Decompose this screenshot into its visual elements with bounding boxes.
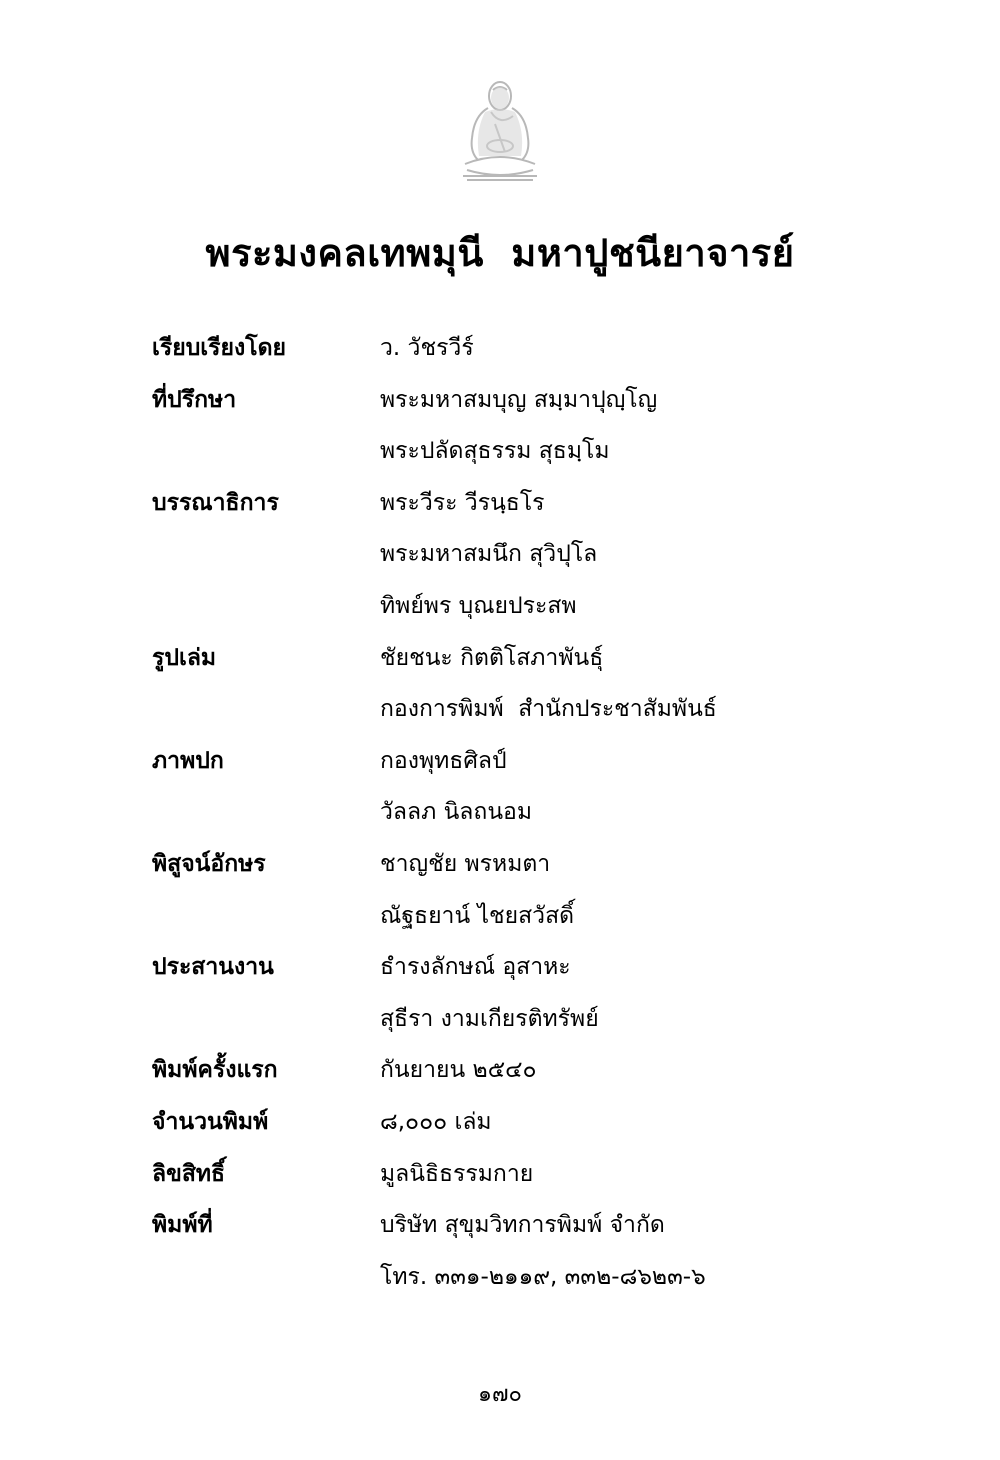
- credit-row: [0, 735, 1000, 787]
- credit-row: [0, 374, 1000, 426]
- credit-value: พระมหาสมบุญ สมฺมาปุญฺโญ: [380, 386, 658, 413]
- credit-value: กองพุทธศิลป์: [380, 747, 507, 774]
- credits-list: [0, 322, 1000, 1302]
- credit-value: ธำรงลักษณ์ อุสาหะ: [380, 954, 571, 981]
- credit-value: ชาญชัย พรหมตา: [380, 850, 551, 877]
- credit-row: [0, 528, 1000, 580]
- credit-value: กันยายน ๒๕๔๐: [380, 1057, 537, 1084]
- credit-label: ภาพปก: [152, 747, 224, 774]
- page-title: พระมงคลเทพมุนี มหาปูชนียาจารย์: [205, 231, 795, 275]
- credit-value: ณัฐธยาน์ ไชยสวัสดิ์: [380, 902, 575, 929]
- credit-row: [0, 890, 1000, 942]
- credit-label: พิมพ์ที่: [152, 1212, 213, 1239]
- credit-value: ว. วัชรวีร์: [380, 335, 474, 361]
- credit-row: [0, 683, 1000, 735]
- page-number: ๑๗๐: [478, 1382, 522, 1407]
- credit-label: รูปเล่ม: [152, 644, 217, 671]
- credit-row: [0, 993, 1000, 1045]
- credit-row: [0, 1199, 1000, 1251]
- credit-label: บรรณาธิการ: [152, 489, 279, 516]
- credit-row: [0, 580, 1000, 632]
- credit-row: [0, 1148, 1000, 1200]
- credit-label: พิสูจน์อักษร: [152, 850, 266, 877]
- credit-row: [0, 477, 1000, 529]
- credit-row: [0, 941, 1000, 993]
- credit-value: วัลลภ นิลถนอม: [380, 799, 533, 826]
- credit-row: [0, 425, 1000, 477]
- credit-label: ประสานงาน: [152, 954, 274, 981]
- credit-row: [0, 786, 1000, 838]
- credit-value: ๘,๐๐๐ เล่ม: [380, 1108, 492, 1135]
- credit-row: [0, 1044, 1000, 1096]
- credit-value: สุธีรา งามเกียรติทรัพย์: [380, 1005, 599, 1032]
- credit-label: เรียบเรียงโดย: [152, 335, 286, 361]
- credit-value: มูลนิธิธรรมกาย: [380, 1160, 534, 1187]
- credit-label: พิมพ์ครั้งแรก: [152, 1057, 278, 1084]
- credit-row: [0, 632, 1000, 684]
- credit-row: [0, 1096, 1000, 1148]
- credit-value: บริษัท สุขุมวิทการพิมพ์ จำกัด: [380, 1212, 665, 1239]
- credit-value: กองการพิมพ์ สำนักประชาสัมพันธ์: [380, 696, 717, 723]
- credit-value: พระปลัดสุธรรม สุธมฺโม: [380, 438, 610, 465]
- credit-row: [0, 322, 1000, 374]
- credit-row: [0, 838, 1000, 890]
- credit-value: พระมหาสมนึก สุวิปุโล: [380, 541, 598, 568]
- credit-value: พระวีระ วีรนฺธโร: [380, 489, 545, 516]
- credit-row: [0, 1251, 1000, 1303]
- credit-value: โทร. ๓๓๑-๒๑๑๙, ๓๓๒-๘๖๒๓-๖: [380, 1263, 706, 1290]
- credit-value: ทิพย์พร บุณยประสพ: [380, 592, 577, 619]
- credit-label: ลิขสิทธิ์: [152, 1160, 226, 1187]
- seated-monk-emblem-icon: [455, 72, 545, 184]
- credit-label: จำนวนพิมพ์: [152, 1108, 269, 1135]
- credit-label: ที่ปรึกษา: [152, 386, 237, 413]
- credit-value: ชัยชนะ กิตติโสภาพันธุ์: [380, 644, 604, 671]
